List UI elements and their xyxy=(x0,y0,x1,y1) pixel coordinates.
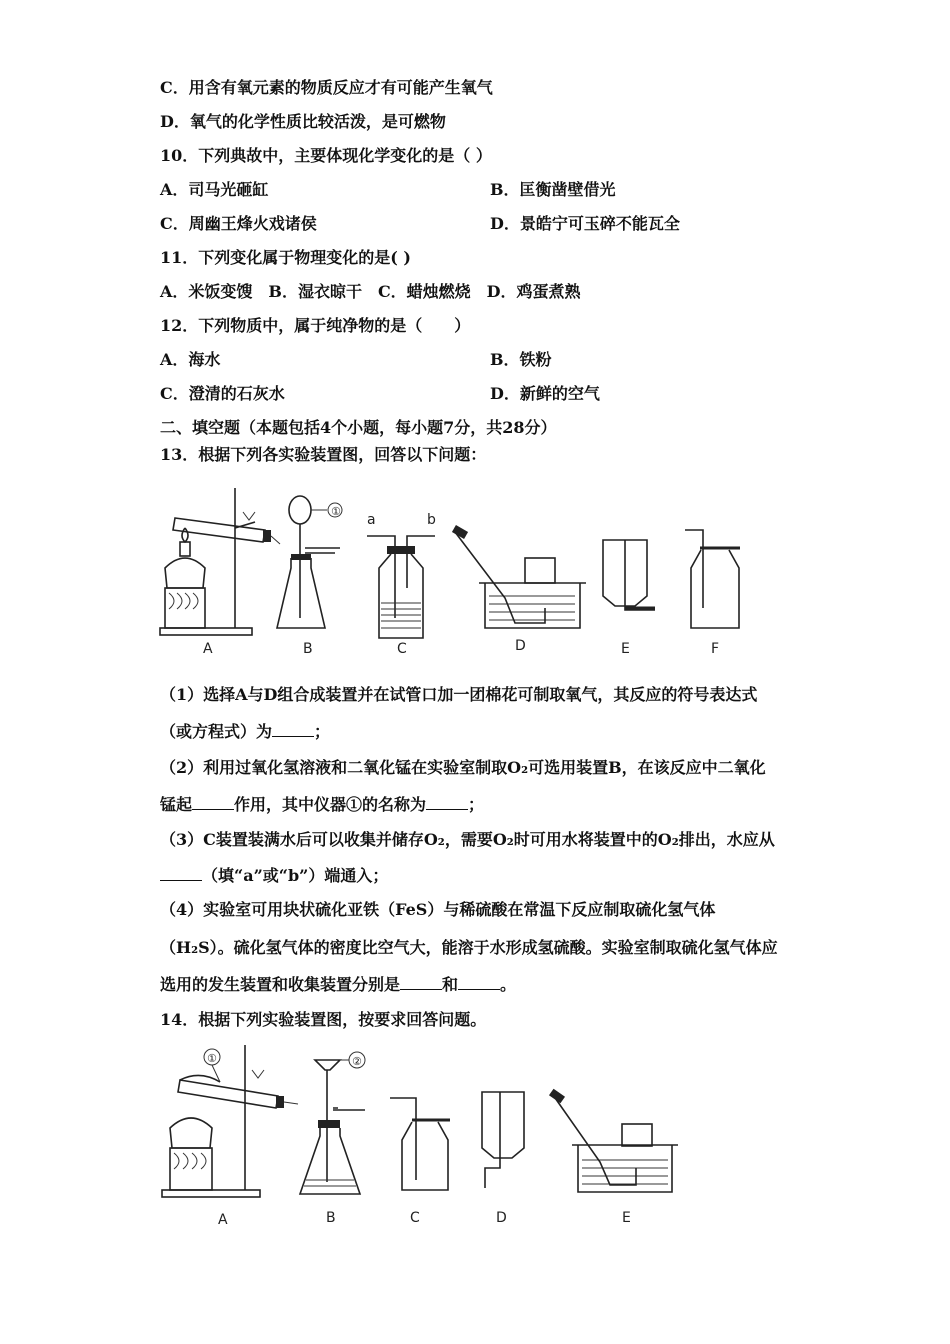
q10-stem: 10．下列典故中，主要体现化学变化的是（ ） xyxy=(160,146,492,165)
answer-blank[interactable] xyxy=(192,795,234,810)
q12-option-c: C．澄清的石灰水 xyxy=(160,384,285,403)
q14-label-c: C xyxy=(410,1210,420,1226)
q12-stem: 12．下列物质中，属于纯净物的是（ ） xyxy=(160,316,471,335)
q13-part4-text-a: 选用的发生装置和收集装置分别是 xyxy=(160,975,401,994)
q14-label-a: A xyxy=(218,1212,228,1228)
q13-apparatus-e xyxy=(603,540,655,657)
q9-option-d: D．氧气的化学性质比较活泼，是可燃物 xyxy=(160,112,446,131)
q10-option-a: A．司马光砸缸 xyxy=(160,180,269,199)
q13-part4-line1: （4）实验室可用块状硫化亚铁（FeS）与稀硫酸在常温下反应制取硫化氢气体 xyxy=(160,900,716,919)
q13-part1-text: （或方程式）为 xyxy=(160,722,273,741)
q13-label-d: D xyxy=(515,638,526,654)
answer-blank[interactable] xyxy=(426,795,468,810)
q13-figure xyxy=(155,478,755,663)
q10-option-c: C．周幽王烽火戏诸侯 xyxy=(160,214,317,233)
q9-option-c: C．用含有氧元素的物质反应才有可能产生氧气 xyxy=(160,78,493,97)
q14-apparatus-e xyxy=(549,1089,678,1226)
q13-part2-text-a: 锰起 xyxy=(160,795,193,814)
q13-part2-line2 xyxy=(160,795,484,815)
q13-apparatus-c xyxy=(367,512,436,657)
q14-mark-circle1: ① xyxy=(207,1052,217,1065)
q13-part1-line1: （1）选择A与D组合成装置并在试管口加一团棉花可制取氧气，其反应的符号表达式 xyxy=(160,685,758,704)
q13-part4-line3 xyxy=(160,975,516,995)
q13-label-c: C xyxy=(397,641,407,657)
q13-apparatus-a xyxy=(160,488,280,657)
q14-label-d: D xyxy=(496,1210,507,1226)
q13-part4-end: 。 xyxy=(500,975,517,994)
q14-apparatus-d xyxy=(482,1092,524,1226)
q13-label-f: F xyxy=(711,641,720,657)
q13-part3-line1: （3）C装置装满水后可以收集并储存O₂，需要O₂时可用水将装置中的O₂排出，水应从 xyxy=(160,830,775,849)
q13-apparatus-f xyxy=(685,530,740,657)
q13-label-a: A xyxy=(203,641,213,657)
section-heading: 二、填空题（本题包括4个小题，每小题7分，共28分） xyxy=(160,418,557,437)
answer-blank[interactable] xyxy=(458,975,500,990)
q13-mark-a: a xyxy=(367,512,376,528)
q13-label-b: B xyxy=(303,641,313,657)
q14-label-e: E xyxy=(622,1210,631,1226)
q13-stem: 13．根据下列各实验装置图，回答以下问题： xyxy=(160,445,487,464)
q14-apparatus-b xyxy=(300,1052,365,1226)
q10-option-b: B．匡衡凿壁借光 xyxy=(490,180,616,199)
q14-figure xyxy=(160,1040,690,1232)
q14-mark-circle2: ② xyxy=(352,1055,362,1068)
q13-part2-text-b: 作用，其中仪器①的名称为 xyxy=(234,795,427,814)
q13-part1-end: ； xyxy=(314,722,331,741)
q13-mark-circle1: ① xyxy=(331,505,341,518)
q11-options: A．米饭变馊 B．湿衣晾干 C．蜡烛燃烧 D．鸡蛋煮熟 xyxy=(160,282,581,301)
q13-part4-text-b: 和 xyxy=(442,975,459,994)
answer-blank[interactable] xyxy=(272,722,314,737)
q13-mark-b: b xyxy=(427,512,436,528)
q13-apparatus-d xyxy=(452,525,586,654)
q13-part1-line2 xyxy=(160,722,330,742)
q12-option-a: A．海水 xyxy=(160,350,221,369)
answer-blank[interactable] xyxy=(400,975,442,990)
q13-part3-line2 xyxy=(160,866,388,886)
q14-apparatus-a xyxy=(162,1045,298,1228)
q11-stem: 11．下列变化属于物理变化的是( ) xyxy=(160,248,411,267)
q14-label-b: B xyxy=(326,1210,336,1226)
q13-apparatus-b xyxy=(277,496,342,657)
q13-part2-line1: （2）利用过氧化氢溶液和二氧化锰在实验室制取O₂可选用装置B，在该反应中二氧化 xyxy=(160,758,766,777)
q13-label-e: E xyxy=(621,641,630,657)
q13-part3-text: （填“a”或“b”）端通入； xyxy=(202,866,389,885)
q12-option-d: D．新鲜的空气 xyxy=(490,384,600,403)
q13-part2-end: ； xyxy=(468,795,485,814)
answer-blank[interactable] xyxy=(160,866,202,881)
q14-stem: 14．根据下列实验装置图，按要求回答问题。 xyxy=(160,1010,487,1029)
q14-apparatus-c xyxy=(390,1098,450,1226)
q13-part4-line2: （H₂S）。硫化氢气体的密度比空气大，能溶于水形成氢硫酸。实验室制取硫化氢气体应 xyxy=(160,938,778,957)
q10-option-d: D．景皓宁可玉碎不能瓦全 xyxy=(490,214,680,233)
q12-option-b: B．铁粉 xyxy=(490,350,552,369)
